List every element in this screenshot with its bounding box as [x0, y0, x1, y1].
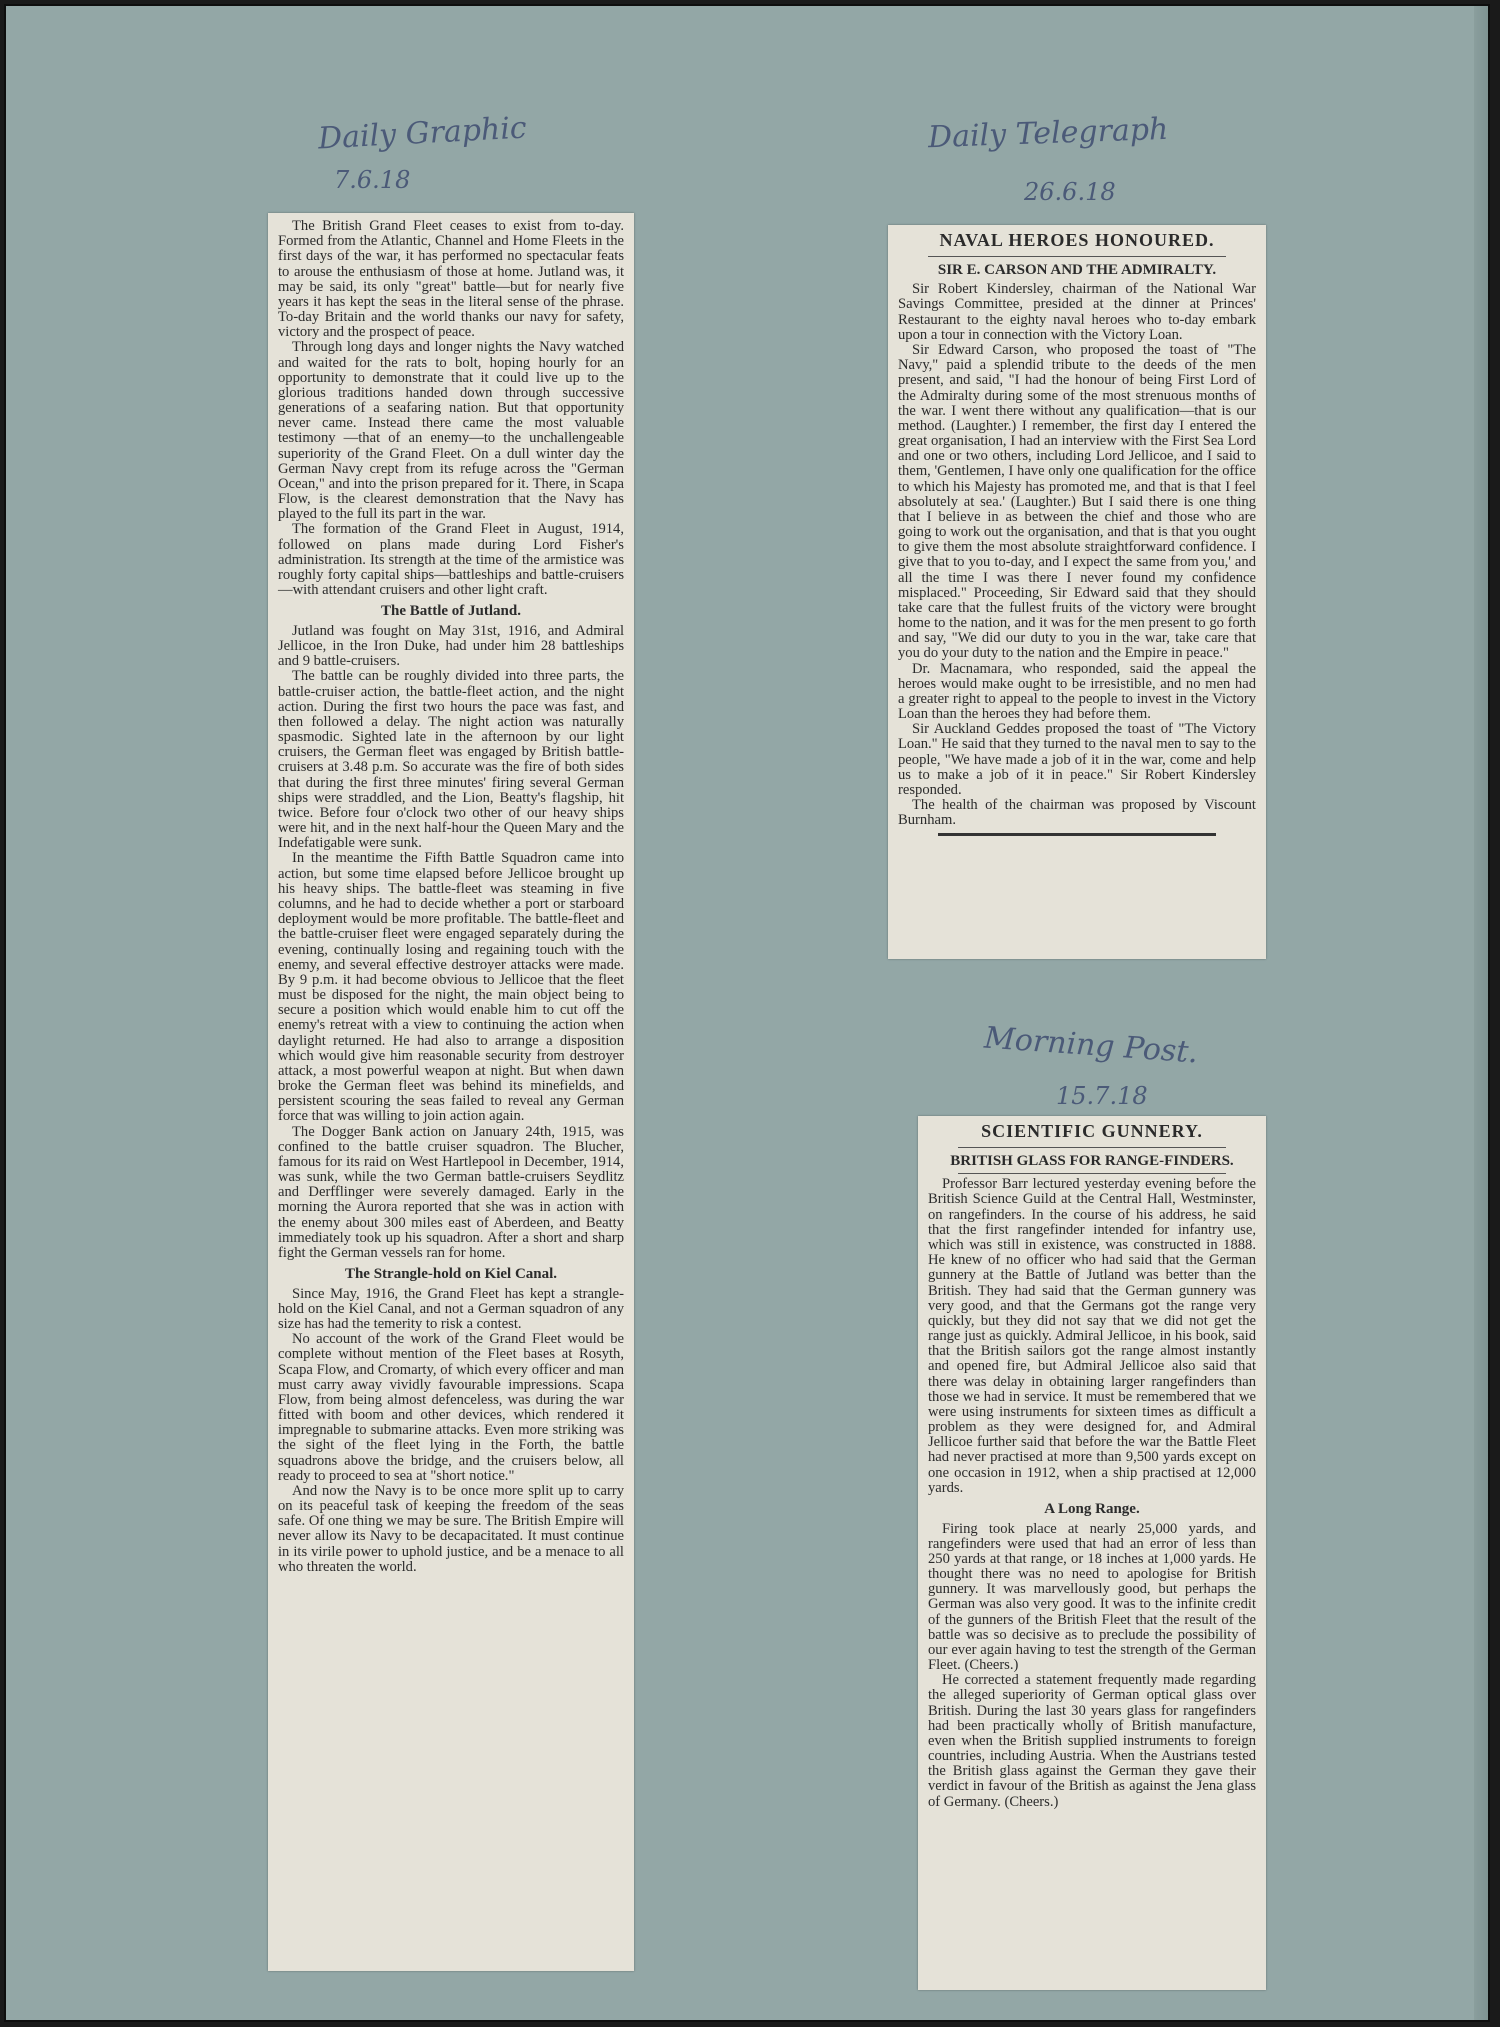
clipping-daily-graphic — [268, 213, 634, 1971]
article-paragraph: And now the Navy is to be once more split up to carry on its peaceful task of keeping the freedom of the seas safe. Of one thing we may be sure. The British Empire will never allow its Navy to be decapacitated. It must continue in its virile power to uphold justice, and be a menace to all who threaten the world. — [278, 1482, 624, 1575]
divider — [958, 1173, 1226, 1174]
article-paragraph: Sir Edward Carson, who proposed the toast of "The Navy," paid a splendid tribute to the deeds of the men present, and said, "I had the honour of being First Lord of the Admiralty during some of the most strenuous months of the war. I went there without any qualification—that is our method. (Laughter.) I remember, the first day I entered the great organisation, I had an interview with the First Sea Lord and one or two others, including Lord Jellicoe, and I said to them, 'Gentlemen, I have only one qualification for the office to which his Majesty has promoted me, and that is that I feel absolutely at sea.' (Laughter.) But I said there is one thing that I believe in as between the chief and those who are going to work out the organisation, and that is that you ought to give them the most absolute straightforward confidence. I give that to you to-day, and I expect the same from you,' and all the time I was there I never found my confidence misplaced." Proceeding, Sir Edward said that they should take care that the fullest fruits of the victory were brought home to the nation, and it was for the men present to go forth and say, "We did our duty to you in the war, take care that you do your duty to the nation and the Empire in peace." — [898, 342, 1256, 662]
subheading-jutland: The Battle of Jutland. — [380, 603, 521, 620]
subheading-british-glass: BRITISH GLASS FOR RANGE-FINDERS. — [950, 1152, 1234, 1169]
article-paragraph: Jutland was fought on May 31st, 1916, and Admiral Jellicoe, in the Iron Duke, had under him 28 battleships and 9 battle-cruisers. — [278, 622, 624, 670]
article-paragraph: Since May, 1916, the Grand Fleet has kept a strangle-hold on the Kiel Canal, and not a German squadron of any size has had the temerity to risk a contest. — [278, 1285, 624, 1333]
clipping-daily-telegraph — [888, 225, 1266, 959]
subheading-carson: SIR E. CARSON AND THE ADMIRALTY. — [937, 261, 1217, 278]
article-paragraph: No account of the work of the Grand Fleet would be complete without mention of the Fleet bases at Rosyth, Scapa Flow, and Cromarty, of which every officer and man must carry away vividly favourable impressions. Scapa Flow, from being almost defenceless, was during the war fitted with boom and other devices, which rendered it impregnable to submarine attacks. Even more striking was the sight of the fleet lying in the Forth, the battle squadrons above the bridge, and the cruisers below, all ready to proceed to sea at "short notice." — [278, 1331, 624, 1484]
article-paragraph: In the meantime the Fifth Battle Squadron came into action, but some time elapsed before Jellicoe brought up his heavy ships. The battle-fleet was steaming in five columns, and he had to decide whether a port or starboard deployment would be more profitable. The battle-fleet and the battle-cruiser fleet were engaged separately during the evening, continually losing and regaining touch with the enemy, and several effective destroyer attacks were made. By 9 p.m. it had become obvious to Jellicoe that the fleet must be disposed for the night, the main object being to secure a position which would enable him to cut off the enemy's retreat with a view to continuing the action when daylight returned. He had also to arrange a disposition which would give him reasonable security from destroyer attack, a most powerful weapon at night. But when dawn broke the German fleet was behind its minefields, and persistent scouring the seas failed to reveal any German force that was willing to join action again. — [278, 850, 624, 1125]
album-spine — [1474, 6, 1488, 2020]
article-paragraph: Through long days and longer nights the Navy watched and waited for the rats to bolt, hoping hourly for an opportunity to demonstrate that it could live up to the glorious traditions handed down through successive generations of a seafaring nation. But that opportunity never came. Instead there came the most valuable testimony —that of an enemy—to the unchallengeable superiority of the Grand Fleet. On a dull winter day the German Navy crept from its refuge across the "German Ocean," and into the prison prepared for it. There, in Scapa Flow, is the clearest demonstration that the Navy has played to the full its part in the war. — [278, 339, 624, 523]
clipping-morning-post — [918, 1116, 1266, 1990]
headline-scientific-gunnery: SCIENTIFIC GUNNERY. — [981, 1121, 1203, 1141]
handwritten-date-morning-post: 15.7.18 — [1056, 1082, 1148, 1110]
article-paragraph: Sir Auckland Geddes proposed the toast of "The Victory Loan." He said that they turned to the naval men to say to the people, "We have made a job of it in the war, come and help us to make a job of it in peace." Sir Robert Kindersley responded. — [898, 721, 1256, 798]
divider — [928, 256, 1226, 257]
article-paragraph: Firing took place at nearly 25,000 yards, and rangefinders were used that had an error of less than 250 yards at that range, or 18 inches at 1,000 yards. He thought there was no need to apologise for British gunnery. It was marvellously good, but perhaps the German was also very good. It was to the infinite credit of the gunners of the British Fleet that the result of the battle was so decisive as to preclude the possibility of our ever again having to test the strength of the German Fleet. (Cheers.) — [928, 1520, 1256, 1674]
album-page — [4, 4, 1490, 2022]
subheading-long-range: A Long Range. — [1044, 1500, 1140, 1517]
end-rule — [938, 833, 1216, 836]
article-paragraph: The British Grand Fleet ceases to exist from to-day. Formed from the Atlantic, Channel and Home Fleets in the first days of the war, it has performed no spectacular feats to arouse the enthusiasm of those at home. Jutland was, it may be said, its only "great" battle—but for nearly five years it has kept the seas in the literal sense of the phrase. To-day Britain and the world thanks our navy for safety, victory and the prospect of peace. — [278, 218, 624, 341]
handwritten-source-morning-post: Morning Post. — [983, 1020, 1200, 1071]
article-paragraph: Sir Robert Kindersley, chairman of the National War Savings Committee, presided at the dinner at Princes' Restaurant to the eighty naval heroes who to-day embark upon a tour in connection with the Victory Loan. — [898, 281, 1256, 343]
article-paragraph: The Dogger Bank action on January 24th, 1915, was confined to the battle cruiser squadron. The Blucher, famous for its raid on West Hartlepool in December, 1914, was sunk, while the two German battle-cruisers Seydlitz and Derfflinger were severely damaged. Early in the morning the Aurora reported that she was in action with the enemy about 300 miles east of Aberdeen, and Beatty immediately took up his squadron. After a short and sharp fight the German vessels ran for home. — [278, 1123, 624, 1261]
divider — [958, 1147, 1226, 1148]
article-paragraph: Dr. Macnamara, who responded, said the appeal the heroes would make ought to be irresistible, and no men had a greater right to appeal to the people to invest in the Victory Loan than the heroes they had before them. — [898, 660, 1256, 723]
handwritten-source-daily-telegraph: Daily Telegraph — [927, 111, 1169, 156]
handwritten-date-telegraph: 26.6.18 — [1024, 178, 1116, 206]
article-paragraph: The battle can be roughly divided into three parts, the battle-cruiser action, the battle-fleet action, and the night action. During the first two hours the pace was fast, and then followed a delay. The night action was naturally spasmodic. Sighted late in the afternoon by our light cruisers, the German fleet was engaged by British battle-cruisers at 3.48 p.m. So accurate was the fire of both sides that during the first three minutes' firing several German ships were straddled, and the Lion, Beatty's flagship, hit twice. Before four o'clock two other of our heavy ships were hit, and in the next half-hour the Queen Mary and the Indefatigable were sunk. — [278, 668, 624, 852]
handwritten-date-graphic: 7.6.18 — [334, 166, 411, 194]
handwritten-source-daily-graphic: Daily Graphic — [317, 110, 528, 157]
headline-naval-heroes: NAVAL HEROES HONOURED. — [939, 230, 1215, 250]
article-paragraph: The formation of the Grand Fleet in August, 1914, followed on plans made during Lord Fisher's administration. Its strength at the time of the armistice was roughly forty capital ships—battleships and battle-cruisers—with attendant cruisers and other light craft. — [278, 521, 624, 599]
article-paragraph: The health of the chairman was proposed by Viscount Burnham. — [898, 797, 1256, 829]
article-paragraph: Professor Barr lectured yesterday evening before the British Science Guild at the Central Hall, Westminster, on rangefinders. In the course of his address, he said that the first rangefinder intended for infantry use, which was still in existence, was constructed in 1888. He knew of no officer who had said that the German gunnery at the Battle of Jutland was better than the British. They had said that the German gunnery was very good, and that the Germans got the range very quickly, but they did not say that we did not get the range just as quickly. Admiral Jellicoe, in his book, said that the British sailors got the range almost instantly and opened fire, but Admiral Jellicoe also said that there was delay in obtaining larger rangefinders than those we had in service. It must be remembered that we were using instruments for sixteen times as difficult a problem as they were designed for, and Admiral Jellicoe further said that before the war the Battle Fleet had never practised at more than 9,500 yards except on one occasion in 1912, when a ship practised at 12,000 yards. — [928, 1176, 1256, 1496]
article-paragraph: He corrected a statement frequently made regarding the alleged superiority of German optical glass over British. During the last 30 years glass for rangefinders had been practically wholly of British manufacture, even when the British supplied instruments to foreign countries, including Austria. When the Austrians tested the British glass against the German they gave their verdict in favour of the British as against the Jena glass of Germany. (Cheers.) — [928, 1672, 1256, 1810]
subheading-kiel-canal: The Strangle-hold on Kiel Canal. — [344, 1266, 558, 1283]
